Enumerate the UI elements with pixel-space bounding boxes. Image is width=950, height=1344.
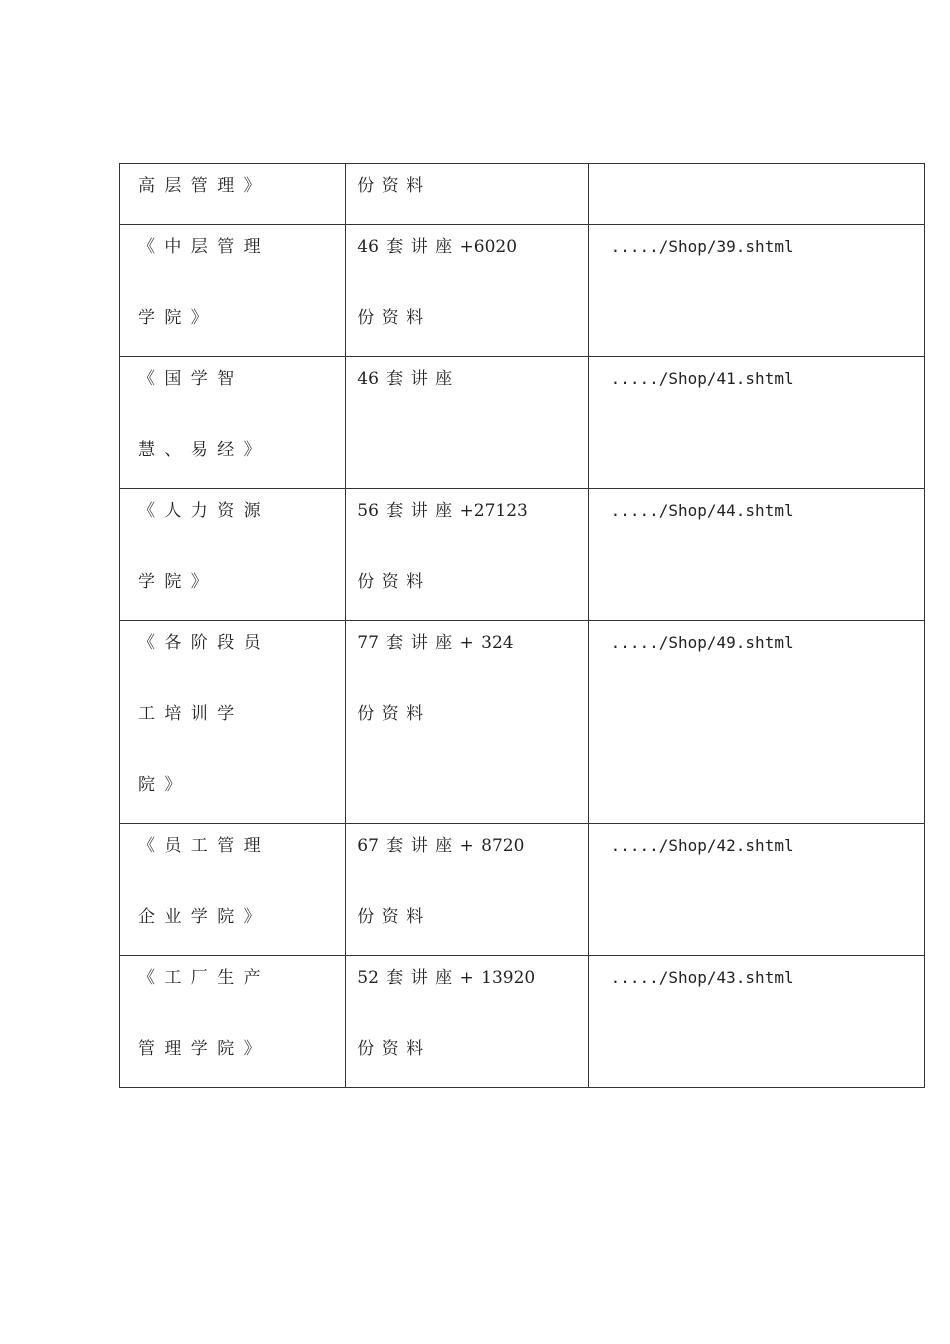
course-info-line: 56 套 讲 座 +27123 — [357, 501, 528, 521]
course-link-cell — [588, 489, 924, 621]
course-info-cell — [346, 164, 588, 225]
course-name-cell — [120, 489, 346, 621]
course-name-line: 《 中 层 管 理 — [138, 237, 262, 257]
table-row — [120, 621, 925, 824]
shop-link[interactable]: ...../Shop/39.shtml — [610, 237, 794, 256]
course-name-line: 《 人 力 资 源 — [138, 501, 262, 521]
course-name-line: 《 工 厂 生 产 — [138, 968, 262, 988]
course-info-cell — [346, 225, 588, 357]
course-name-cell — [120, 824, 346, 956]
course-name-line: 《 各 阶 段 员 — [138, 633, 262, 653]
course-table-body — [120, 164, 925, 1088]
course-name-line: 学 院 》 — [138, 572, 209, 592]
course-info-line: 77 套 讲 座 + 324 — [357, 633, 514, 653]
course-link-cell — [588, 225, 924, 357]
course-name-cell — [120, 225, 346, 357]
course-link-cell — [588, 824, 924, 956]
course-link-cell — [588, 164, 924, 225]
course-name-cell — [120, 164, 346, 225]
course-link-cell — [588, 357, 924, 489]
shop-link[interactable]: ...../Shop/43.shtml — [610, 968, 794, 987]
course-info-cell — [346, 357, 588, 489]
shop-link[interactable]: ...../Shop/41.shtml — [610, 369, 794, 388]
course-name-line: 企 业 学 院 》 — [138, 907, 262, 927]
course-name-line: 管 理 学 院 》 — [138, 1039, 262, 1059]
shop-link[interactable]: ...../Shop/49.shtml — [610, 633, 794, 652]
course-name-line: 工 培 训 学 — [138, 704, 236, 724]
course-name-line: 《 员 工 管 理 — [138, 836, 262, 856]
course-name-line: 学 院 》 — [138, 308, 209, 328]
course-info-cell — [346, 824, 588, 956]
course-link-cell — [588, 621, 924, 824]
course-info-cell — [346, 621, 588, 824]
course-info-line: 46 套 讲 座 +6020 — [357, 237, 518, 257]
course-name-cell — [120, 621, 346, 824]
shop-link — [589, 164, 924, 224]
table-row — [120, 489, 925, 621]
course-table — [119, 163, 925, 1088]
course-info-line: 67 套 讲 座 + 8720 — [357, 836, 525, 856]
table-row — [120, 956, 925, 1088]
table-row — [120, 164, 925, 225]
course-info-line: 份 资 料 — [357, 572, 424, 592]
table-row — [120, 225, 925, 357]
course-info-line: 份 资 料 — [357, 907, 424, 927]
course-name-line: 院 》 — [138, 775, 183, 795]
course-info-line: 52 套 讲 座 + 13920 — [357, 968, 536, 988]
shop-link[interactable]: ...../Shop/44.shtml — [610, 501, 794, 520]
course-info-line: 份 资 料 — [357, 704, 424, 724]
course-link-cell — [588, 956, 924, 1088]
shop-link[interactable]: ...../Shop/42.shtml — [610, 836, 794, 855]
course-name-cell — [120, 956, 346, 1088]
course-info-line: 份 资 料 — [357, 1039, 424, 1059]
course-name-line: 慧 、 易 经 》 — [138, 440, 262, 460]
course-name-line: 高 层 管 理 》 — [138, 176, 262, 196]
course-info-line: 46 套 讲 座 — [357, 369, 453, 389]
table-row — [120, 357, 925, 489]
course-info-line: 份 资 料 — [357, 176, 424, 196]
course-name-cell — [120, 357, 346, 489]
course-info-cell — [346, 956, 588, 1088]
course-info-line: 份 资 料 — [357, 308, 424, 328]
course-name-line: 《 国 学 智 — [138, 369, 236, 389]
course-info-cell — [346, 489, 588, 621]
table-row — [120, 824, 925, 956]
